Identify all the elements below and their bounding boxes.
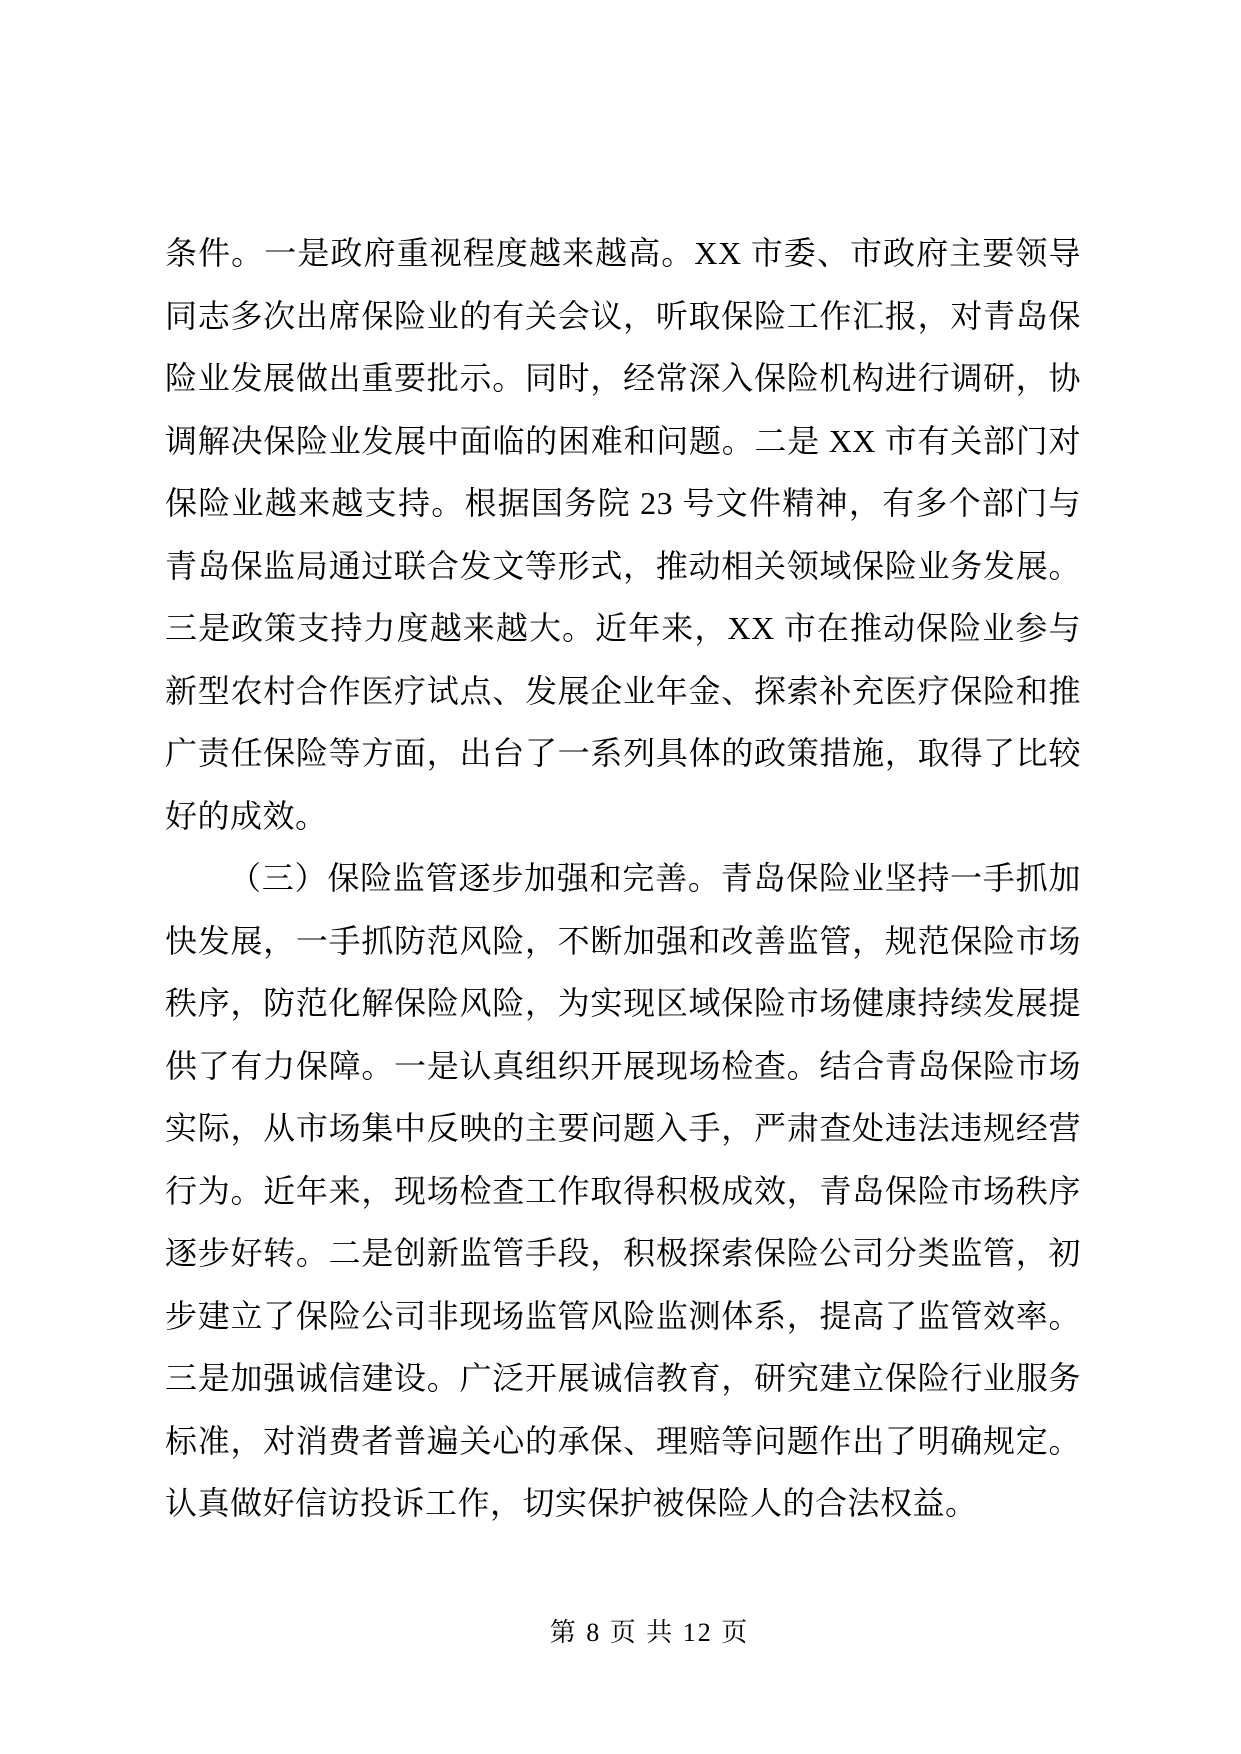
page-footer	[0, 1612, 1241, 1649]
page-number-indicator: 第 8 页 共 12 页	[549, 1618, 750, 1647]
page-text-block	[165, 222, 1081, 1535]
body-paragraph-2: （三）保险监管逐步加强和完善。青岛保险业坚持一手抓加快发展，一手抓防范风险，不断加强和改善监管，规范保险市场秩序，防范化解保险风险，为实现区域保险市场健康持续发展提供了有力保障。一是认真组织开展现场检查。结合青岛保险市场实际，从市场集中反映的主要问题入手，严肃查处违法违规经营行为。近年来，现场检查工作取得积极成效，青岛保险市场秩序逐步好转。二是创新监管手段，积极探索保险公司分类监管，初步建立了保险公司非现场监管风险监测体系，提高了监管效率。三是加强诚信建设。广泛开展诚信教育，研究建立保险行业服务标准，对消费者普遍关心的承保、理赔等问题作出了明确规定。认真做好信访投诉工作，切实保护被保险人的合法权益。	[165, 860, 1081, 1521]
body-paragraph-1: 条件。一是政府重视程度越来越高。XX 市委、市政府主要领导同志多次出席保险业的有关会议，听取保险工作汇报，对青岛保险业发展做出重要批示。同时，经常深入保险机构进行调研，协调解决保险业发展中面临的困难和问题。二是 XX 市有关部门对保险业越来越支持。根据国务院 23 号文件精神，有多个部门与青岛保监局通过联合发文等形式，推动相关领域保险业务发展。三是政策支持力度越来越大。近年来，XX 市在推动保险业参与新型农村合作医疗试点、发展企业年金、探索补充医疗保险和推广责任保险等方面，出台了一系列具体的政策措施，取得了比较好的成效。	[165, 235, 1081, 834]
